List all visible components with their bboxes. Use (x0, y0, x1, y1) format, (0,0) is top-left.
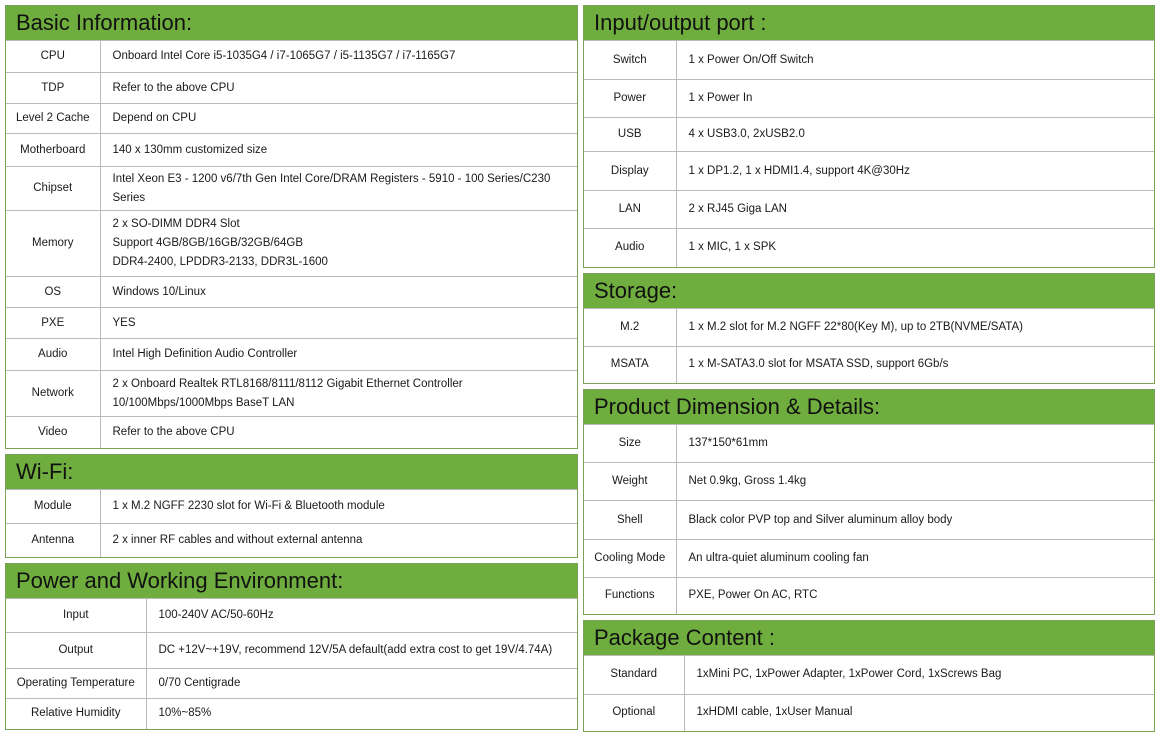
spec-value: Intel Xeon E3 - 1200 v6/7th Gen Intel Core/DRAM Registers - 5910 - 100 Series/C230 Series (100, 167, 577, 211)
spec-value: 2 x Onboard Realtek RTL8168/8111/8112 Gigabit Ethernet Controller 10/100Mbps/1000Mbps BaseT LAN (100, 371, 577, 417)
spec-label: Memory (6, 211, 100, 277)
table-row (6, 134, 577, 167)
spec-label: OS (6, 277, 100, 308)
table-row (584, 229, 1154, 267)
spec-value: 4 x USB3.0, 2xUSB2.0 (676, 118, 1154, 152)
spec-label: Power (584, 80, 676, 118)
table-row (584, 152, 1154, 191)
section-wifi (5, 454, 578, 559)
spec-value: 1 x M-SATA3.0 slot for MSATA SSD, support 6Gb/s (676, 346, 1154, 383)
spec-label: Operating Temperature (6, 669, 146, 699)
spec-label: Chipset (6, 167, 100, 211)
table-row (6, 523, 577, 557)
spec-label: Functions (584, 578, 676, 614)
table-row (6, 489, 577, 523)
table-row (6, 41, 577, 73)
spec-label: Standard (584, 655, 684, 694)
section-title: Wi-Fi: (6, 455, 577, 489)
spec-label: Network (6, 371, 100, 417)
spec-label: CPU (6, 41, 100, 73)
spec-table (584, 308, 1154, 384)
spec-value: 2 x inner RF cables and without external antenna (100, 523, 577, 557)
spec-value: 1 x DP1.2, 1 x HDMI1.4, support 4K@30Hz (676, 152, 1154, 191)
spec-value: 100-240V AC/50-60Hz (146, 599, 577, 633)
table-row (6, 211, 577, 277)
spec-label: Relative Humidity (6, 699, 146, 729)
spec-label: Antenna (6, 523, 100, 557)
spec-value: 1xMini PC, 1xPower Adapter, 1xPower Cord, 1xScrews Bag (684, 655, 1154, 694)
spec-value: 2 x SO-DIMM DDR4 Slot Support 4GB/8GB/16GB/32GB/64GB DDR4-2400, LPDDR3-2133, DDR3L-1600 (100, 211, 577, 277)
table-row (584, 540, 1154, 578)
table-row (584, 80, 1154, 118)
table-row (6, 371, 577, 417)
spec-value: 0/70 Centigrade (146, 669, 577, 699)
spec-label: Output (6, 633, 146, 669)
table-row (6, 73, 577, 104)
table-row (6, 277, 577, 308)
table-row (584, 655, 1154, 694)
spec-value: Refer to the above CPU (100, 73, 577, 104)
spec-value: 1 x MIC, 1 x SPK (676, 229, 1154, 267)
spec-value: 1 x Power In (676, 80, 1154, 118)
table-row (584, 694, 1154, 731)
table-row (584, 578, 1154, 614)
section-title: Package Content : (584, 621, 1154, 655)
table-row (6, 669, 577, 699)
spec-label: TDP (6, 73, 100, 104)
spec-table (584, 40, 1154, 267)
spec-label: Module (6, 489, 100, 523)
spec-label: LAN (584, 191, 676, 229)
table-row (584, 191, 1154, 229)
table-row (6, 104, 577, 134)
spec-value: Refer to the above CPU (100, 417, 577, 448)
table-row (6, 633, 577, 669)
spec-value: 137*150*61mm (676, 425, 1154, 463)
table-row (584, 41, 1154, 80)
spec-label: Motherboard (6, 134, 100, 167)
spec-value: DC +12V~+19V, recommend 12V/5A default(add extra cost to get 19V/4.74A) (146, 633, 577, 669)
spec-value: 140 x 130mm customized size (100, 134, 577, 167)
spec-value: Onboard Intel Core i5-1035G4 / i7-1065G7 / i5-1135G7 / i7-1165G7 (100, 41, 577, 73)
section-storage (583, 273, 1155, 385)
table-row (584, 501, 1154, 540)
section-title: Basic Information: (6, 6, 577, 40)
spec-value: Black color PVP top and Silver aluminum alloy body (676, 501, 1154, 540)
spec-table (584, 424, 1154, 614)
spec-value: 2 x RJ45 Giga LAN (676, 191, 1154, 229)
section-io-ports (583, 5, 1155, 268)
right-column (583, 5, 1155, 737)
spec-label: Cooling Mode (584, 540, 676, 578)
table-row (584, 118, 1154, 152)
spec-label: USB (584, 118, 676, 152)
spec-value: YES (100, 308, 577, 339)
spec-label: Audio (6, 339, 100, 371)
spec-value: An ultra-quiet aluminum cooling fan (676, 540, 1154, 578)
table-row (584, 425, 1154, 463)
spec-value: 1xHDMI cable, 1xUser Manual (684, 694, 1154, 731)
spec-value: 1 x Power On/Off Switch (676, 41, 1154, 80)
spec-table (6, 40, 577, 448)
spec-label: Level 2 Cache (6, 104, 100, 134)
spec-value: 1 x M.2 slot for M.2 NGFF 22*80(Key M), up to 2TB(NVME/SATA) (676, 308, 1154, 346)
section-basic-information (5, 5, 578, 449)
section-power-environment (5, 563, 578, 730)
table-row (584, 308, 1154, 346)
spec-label: Size (584, 425, 676, 463)
section-title: Product Dimension & Details: (584, 390, 1154, 424)
table-row (6, 308, 577, 339)
spec-label: Audio (584, 229, 676, 267)
table-row (584, 463, 1154, 501)
spec-label: Shell (584, 501, 676, 540)
table-row (6, 417, 577, 448)
spec-label: M.2 (584, 308, 676, 346)
table-row (6, 699, 577, 729)
spec-value: PXE, Power On AC, RTC (676, 578, 1154, 614)
spec-value: 1 x M.2 NGFF 2230 slot for Wi-Fi & Bluetooth module (100, 489, 577, 523)
spec-label: Display (584, 152, 676, 191)
table-row (584, 346, 1154, 383)
section-title: Storage: (584, 274, 1154, 308)
spec-label: Input (6, 599, 146, 633)
spec-value: Intel High Definition Audio Controller (100, 339, 577, 371)
section-package-content (583, 620, 1155, 733)
table-row (6, 167, 577, 211)
section-title: Power and Working Environment: (6, 564, 577, 598)
spec-label: Video (6, 417, 100, 448)
spec-label: MSATA (584, 346, 676, 383)
spec-label: Switch (584, 41, 676, 80)
spec-table (6, 489, 577, 558)
table-row (6, 339, 577, 371)
spec-value: Windows 10/Linux (100, 277, 577, 308)
spec-label: Weight (584, 463, 676, 501)
spec-value: Net 0.9kg, Gross 1.4kg (676, 463, 1154, 501)
spec-label: PXE (6, 308, 100, 339)
left-column (5, 5, 578, 735)
spec-label: Optional (584, 694, 684, 731)
spec-value: Depend on CPU (100, 104, 577, 134)
spec-table (584, 655, 1154, 732)
section-title: Input/output port : (584, 6, 1154, 40)
spec-table (6, 598, 577, 729)
table-row (6, 599, 577, 633)
section-product-dimension (583, 389, 1155, 615)
spec-value: 10%~85% (146, 699, 577, 729)
